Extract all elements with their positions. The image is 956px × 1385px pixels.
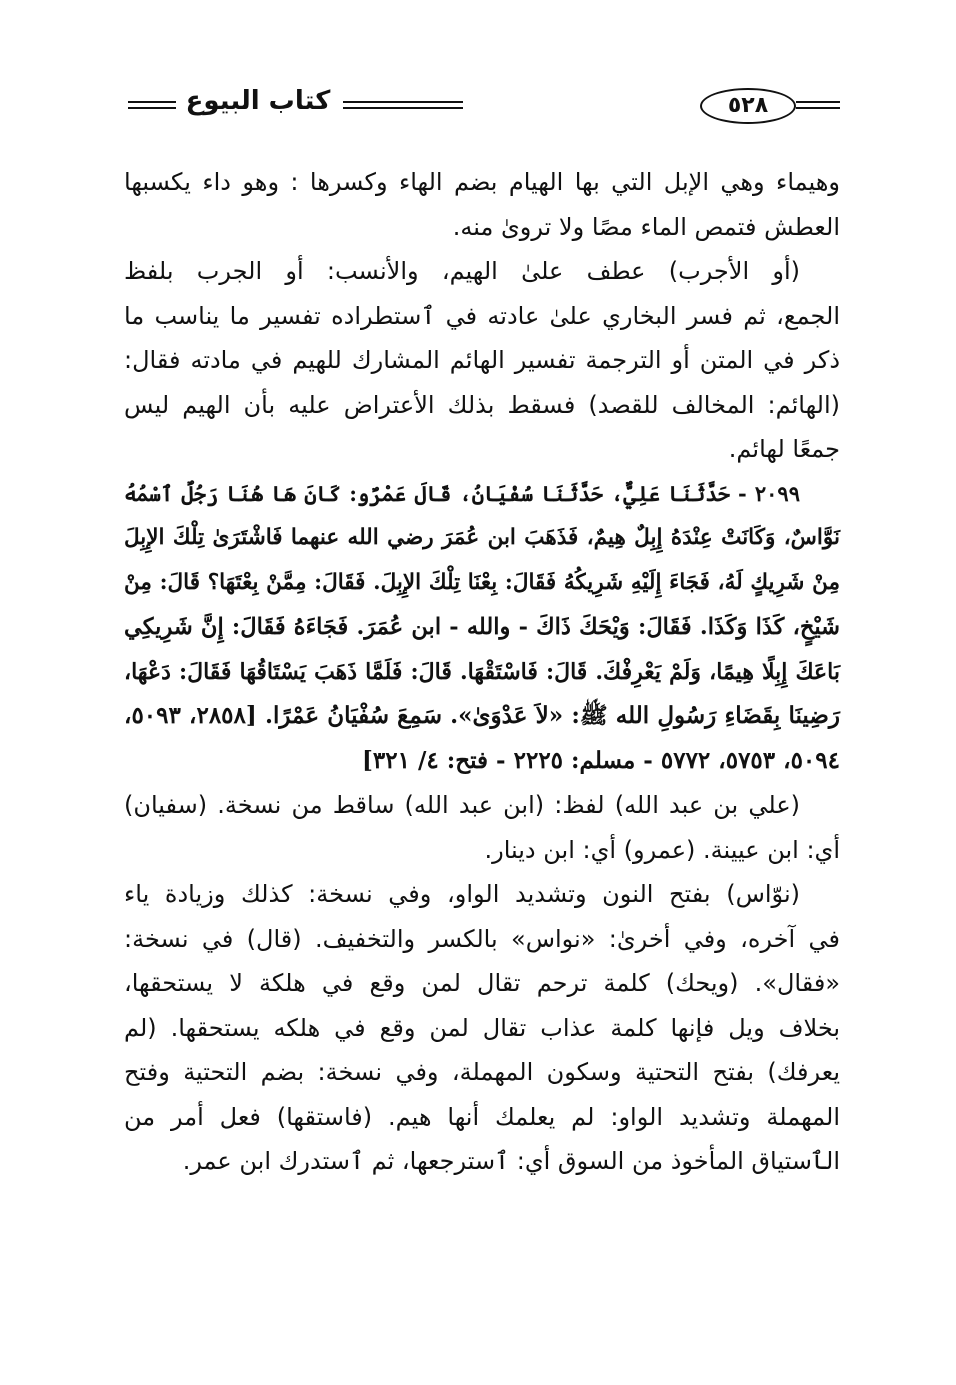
text-line: نَوَّاسٌ، وَكَانَتْ عِنْدَهُ إِبِلٌ هِيمٌ، فَذَهَبَ ابن عُمَرَ رضي الله عنهما فَاشْتَرَىٰ تِلْكَ الإِبِلَ (124, 525, 840, 550)
text-line: العطش فتمص الماء مصًا ولا ترویٰ منه. (452, 212, 840, 241)
text-line: ٢٠٩٩ - حَدَّثَنَا عَلِيٌّ، حَدَّثَنَا سُفْيَانُ، قَالَ عَمْرٌو: كَانَ هَا هُنَا رَجُلٌ ٱسْمُهُ (124, 480, 800, 506)
text-line: الٱستياق المأخوذ من السوق أي: ٱسترجعها، ثم ٱستدرك ابن عمر. (182, 1147, 840, 1175)
text-line: يعرفك) بفتح التحتية وسكون المهملة، وفي نسخة: بضم التحتية وفتح (124, 1058, 840, 1086)
text-line: بَاعَكَ إِبِلًا هِيمًا، وَلَمْ يَعْرِفْكَ. قَالَ: فَاسْتَقْهَا. قَالَ: فَلَمَّا ذَهَبَ يَسْتَاقُهَا فَقَالَ: دَعْهَا، (124, 658, 840, 685)
text-line: ٥٠٩٤، ٥٧٥٣، ٥٧٧٢ - مسلم: ٢٢٢٥ - فتح: ٤/ ٣٢١] (362, 746, 840, 774)
text-line: (أو الأجرب) عطف علىٰ الهيم، والأنسب: أو الجرب بلفظ (124, 257, 800, 285)
page-header (128, 88, 840, 128)
text-line: في آخره، وفي أخرىٰ: «نواس» بالكسر والتخفيف. (قال) في نسخة: (124, 924, 840, 953)
page-number: ٥٢٨ (700, 88, 796, 124)
text-line: (الهائم: المخالف للقصد) فسقط بذلك الأعتراض عليه بأن الهيم ليس (124, 390, 840, 419)
text-line: (علي بن عبد الله) لفظ: (ابن عبد الله) ساقط من نسخة. (سفيان) (124, 791, 800, 819)
text-line: رَضِينَا بِقَضَاءِ رَسُولِ الله ﷺ: «لاَ عَدْوَىٰ». سَمِعَ سُفْيَانُ عَمْرًا. [٢٨٥٨، ٥٠٩٣، (124, 702, 840, 729)
header-rule-middle (343, 101, 463, 109)
header-rule-left (128, 101, 176, 109)
text-line: ذكر في المتن أو الترجمة تفسير الهائم المشارك للهيم في مادته فقال: (124, 346, 840, 374)
commentary-paragraph (124, 783, 840, 872)
commentary-paragraph (124, 872, 840, 1184)
hadith-paragraph (124, 472, 840, 784)
text-line: شَيْخٍ، كَذَا وَكَذَا. فَقَالَ: وَيْحَكَ ذَاكَ - والله - ابن عُمَرَ. فَجَاءَهُ فَقَالَ: إِنَّ شَرِيكِي (124, 614, 840, 640)
text-line: جمعًا لهائم. (728, 435, 840, 463)
text-line: المهملة وتشديد الواو: لم يعلمك أنها هيم. (فاستقها) فعل أمر من (124, 1102, 840, 1131)
text-line: بخلاف ويل فإنها كلمة عذاب تقال لمن وقع في هلكه يستحقها. (لم (124, 1013, 840, 1042)
text-line: وهيماء وهي الإبل التي بها الهيام بضم الهاء وكسرها : وهو داء يكسبها (124, 168, 840, 196)
header-rule-right (796, 101, 840, 109)
text-line: «فقال». (ويحك) كلمة ترحم تقال لمن وقع في هلكة لا يستحقها، (124, 969, 840, 997)
header-title: كتاب البيوع (185, 86, 331, 116)
commentary-paragraph (124, 249, 840, 472)
page-body (124, 160, 840, 1184)
text-line: أي: ابن عيينة. (عمرو) أي: ابن دينار. (484, 835, 840, 864)
commentary-paragraph (124, 160, 840, 249)
text-line: الجمع، ثم فسر البخاري علىٰ عادته في ٱستطراده تفسير ما يناسب ما (124, 301, 840, 330)
text-line: (نوّاس) بفتح النون وتشديد الواو، وفي نسخة: كذلك وزيادة ياء (124, 880, 800, 908)
text-line: مِنْ شَرِيكٍ لَهُ، فَجَاءَ إِلَيْهِ شَرِيكُهُ فَقَالَ: بِعْنَا تِلْكَ الإِبِلَ. فَقَالَ: مِمَّنْ بِعْتَهَا؟ قَالَ: مِنْ (124, 569, 840, 595)
